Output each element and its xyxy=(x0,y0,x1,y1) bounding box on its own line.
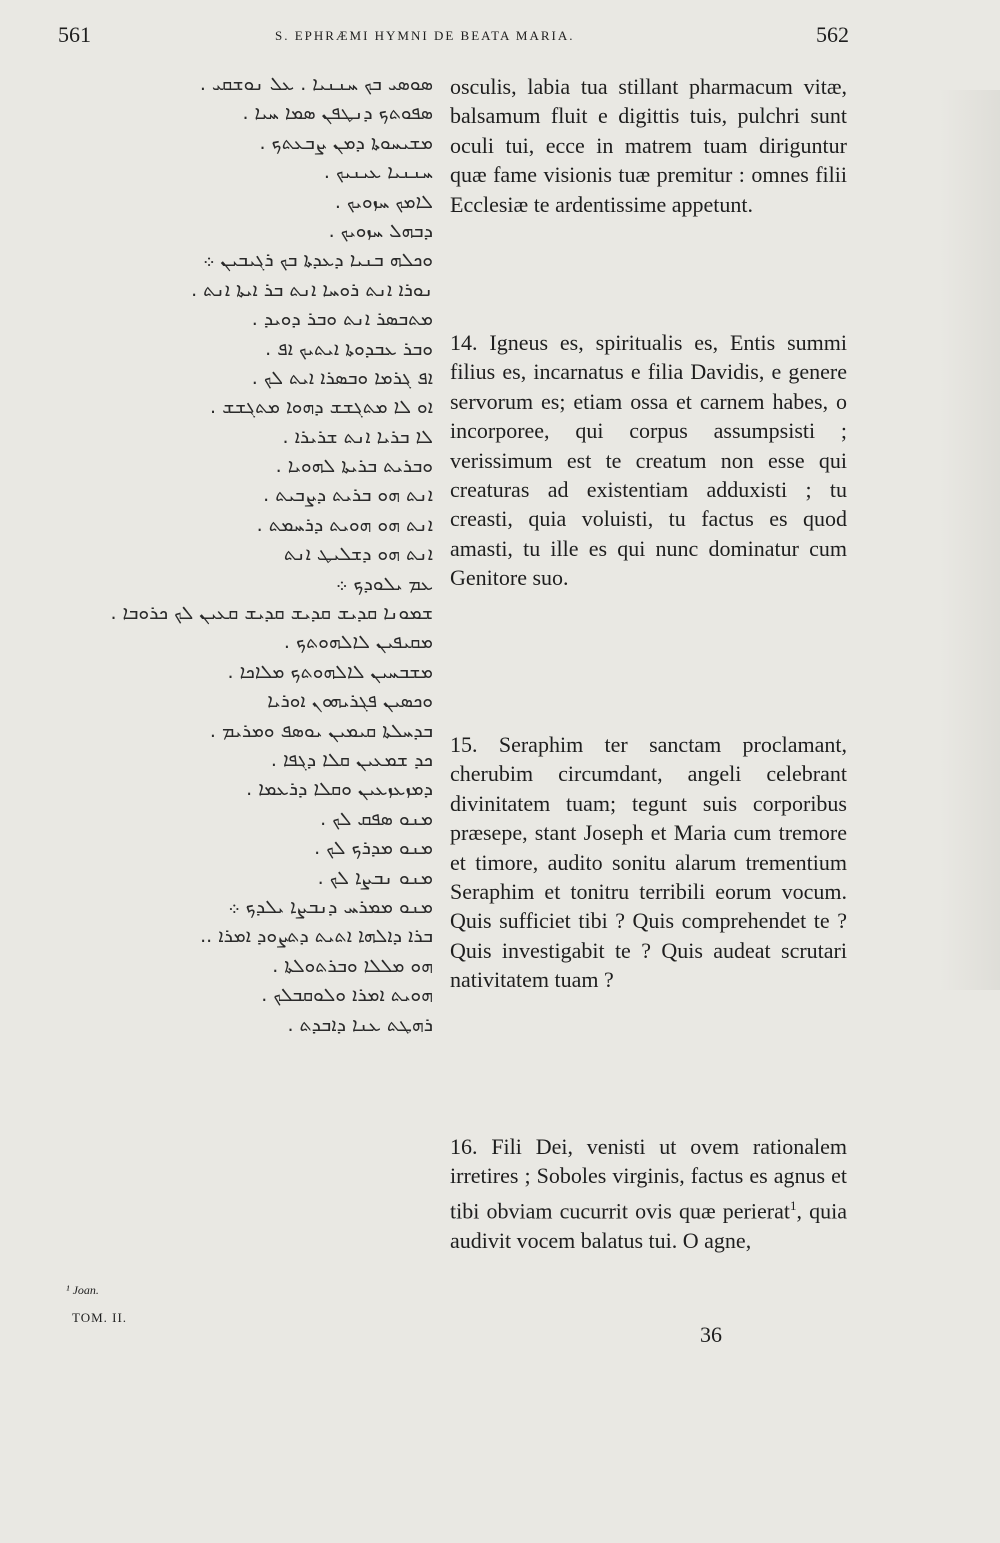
para-16-text-b: , quia audivit vocem balatus tui. O agne, xyxy=(450,1198,847,1253)
syriac-line: ܐܦ ܓܪܡܐ ܘܒܣܪܐ ܐܝܬ ܠܟ . xyxy=(251,366,433,389)
footnote: ¹ Joan. xyxy=(66,1283,99,1297)
syriac-line: ܡܢܘ ܡܕܪܟ ܠܟ . xyxy=(314,837,433,860)
syriac-line: ܢܘܪܐ ܐܢܬ ܪܘܚܐ ܐܢܬ ܒܪ ܐܝܬܐ ܐܢܬ . xyxy=(191,278,433,301)
syriac-line: ܕܡܙܥܙܥܝܢ ܘܩܠܐ ܕܪܥܡܐ . xyxy=(246,778,433,801)
volume-signature: TOM. II. xyxy=(72,1310,128,1325)
syriac-line: ܐܢܬ ܗܘ ܒܪܝܬ ܕܨܒܝܬ . xyxy=(263,484,433,507)
syriac-line: ܡܢܘ ܢܒܨܐ ܠܟ . xyxy=(317,866,433,889)
syriac-line: ܘܒܪ ܥܒܕܘܬܐ ܐܝܬܝܟ ܐܦ . xyxy=(265,337,433,360)
syriac-column xyxy=(48,70,433,1040)
latin-paragraph-14: 14. Igneus es, spiritualis es, Entis summi filius es, incarnatus e filia Davidis, e genere servorum es; etiam ossa et carnem habes, o incorporee, qui corpus assumpsisti ; verissimum est te creatum non esse qui creaturas ad existentiam adduxisti ; tu creasti, quia voluisti, tu factus es quod amasti, tu ille es qui nunc dominatur cum Genitore suo. xyxy=(450,330,847,591)
footnote-marker: 1 xyxy=(789,1197,797,1213)
syriac-line: ܣܦܘܬܟ ܕܢܛܦܢ ܣܡܐ ܚܝܐ . xyxy=(242,102,433,125)
syriac-line: ܡܢܘ ܡܡܪܚ ܕܢܒܨܐ ܝܠܕܟ ܀ xyxy=(228,895,433,918)
syriac-line: ܪܗܛܬ ܥܢܐ ܕܐܒܕܬ . xyxy=(287,1013,433,1036)
syriac-line: ܒܕܚܠܬܐ ܩܝܡܝܢ ܝܘܣܦ ܘܡܪܝܡ . xyxy=(209,719,433,742)
syriac-line: ܒܪܐ ܕܐܠܗܐ ܐܬܝܬ ܕܬܨܘܕ ܐܡܪܐ .. xyxy=(200,925,433,948)
syriac-line: ܡܢܘ ܣܦܩ ܠܟ . xyxy=(320,807,433,830)
syriac-line: ܠܐܡܟ ܚܙܘܝܟ . xyxy=(334,190,433,213)
para-16-text-a: 16. Fili Dei, venisti ut ovem rationalem irretires ; Soboles virginis, factus es agnus et tibi obviam cucurrit ovis quæ perierat xyxy=(450,1134,847,1224)
syriac-line: ܐܘ ܠܐ ܡܬܓܫܫ ܕܗܘܐ ܡܬܓܫܫ . xyxy=(210,396,433,419)
syriac-line: ܗܘ ܡܠܠܐ ܘܒܪܬܘܠܬܐ . xyxy=(272,954,433,977)
syriac-line: ܚܢܢܝܐ ܥܝܢܝܟ . xyxy=(323,161,433,184)
syriac-line: ܡܬܒܣܪ ܐܢܬ ܘܒܪ ܕܘܝܕ . xyxy=(251,308,433,331)
latin-paragraph-15: 15. Seraphim ter sanctam proclamant, cherubim circumdant, angeli celebrant divinitatem tuam; tegunt suis corporibus præsepe, stant Joseph et Maria cum tremore et timore, audito sonitu alarum trementium Seraphim et tonitru terribili eorum vocum. Quis sufficiet tibi ? Quis comprehendet te ? Quis investigabit te ? Quis audeat scrutari nativitatem tuam ? xyxy=(450,732,847,993)
syriac-line: ܗܘܝܬ ܐܡܪܐ ܘܠܘܩܒܠܟ . xyxy=(261,984,433,1007)
latin-paragraph-13-continued: osculis, labia tua stillant pharmacum vitæ, balsamum fluit e digittis tuis, pulchri sunt oculi tui, ecce in matrem tuam diriguntur quæ fame visionis tuæ premitur : omnes filii Ecclesiæ te ardentissime appetunt. xyxy=(450,74,847,217)
signature-number: 36 xyxy=(700,1322,722,1347)
syriac-line: ܡܫܝܚܘܬܐ ܕܡܢ ܨܒܥܬܟ . xyxy=(259,131,433,154)
syriac-line: ܘܟܣܝܢ ܦܓܪܝܗܘܢ ܐܘܪܝܐ xyxy=(267,690,433,713)
syriac-line: ܘܒܪܝܬ ܒܪܝܬܐ ܠܗܘܝܐ . xyxy=(275,455,433,478)
syriac-line: ܕܒܗܠ ܚܙܘܝܟ . xyxy=(328,219,433,242)
syriac-line: ܐܢܬ ܗܘ ܕܫܠܝܛ ܐܢܬ xyxy=(283,543,433,566)
syriac-line: ܡܫܒܚܝܢ ܠܐܠܗܘܬܟ ܡܠܐܟܐ . xyxy=(227,660,433,683)
syriac-line: ܥܡ ܝܠܘܕܟ ܀ xyxy=(335,572,433,595)
syriac-line: ܫܡܘܢܐ ܩܕܝܫ ܩܕܝܫ ܩܕܝܫ ܩܥܝܢ ܠܟ ܟܪܘܒܐ . xyxy=(110,602,433,625)
running-title: S. EPHRÆMI HYMNI DE BEATA MARIA. xyxy=(275,28,575,43)
latin-column xyxy=(450,72,847,1253)
show-through-shadow xyxy=(940,90,1000,990)
page-number-right: 562 xyxy=(816,22,849,47)
page-number-left: 561 xyxy=(58,22,91,47)
syriac-line: ܟܕ ܫܡܥܝܢ ܩܠܐ ܕܓܦܐ . xyxy=(270,748,433,771)
syriac-line: ܣܘܣܝ ܒܟ ܚܢܢܝܐ . ܥܠ ܢܘܫܩܝ . xyxy=(199,73,433,95)
syriac-line: ܘܟܠܗ ܒܢܝܐ ܕܥܕܬܐ ܒܟ ܪܓܝܒܝܢ ܀ xyxy=(202,249,433,272)
latin-paragraph-16 xyxy=(450,1132,847,1255)
syriac-line: ܐܢܬ ܗܘ ܗܘܝܬ ܕܪܚܡܬ . xyxy=(256,513,433,536)
syriac-line: ܡܩܝܦܝܢ ܠܐܠܗܘܬܟ . xyxy=(283,631,433,654)
syriac-line: ܠܐ ܒܪܝܐ ܐܢܬ ܫܪܝܪܐ . xyxy=(282,425,433,448)
